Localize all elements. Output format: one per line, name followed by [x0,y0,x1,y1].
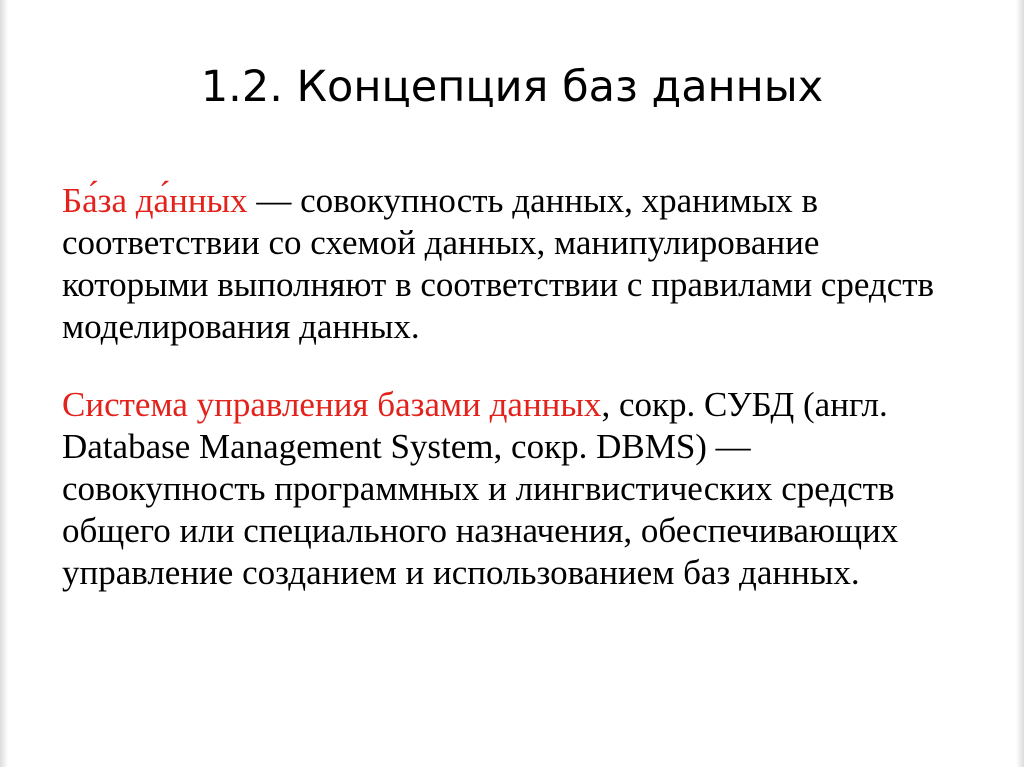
definition-dbms-text: , сокр. СУБД (англ. Database Management System, сокр. DBMS) — совокупность программных и лингвистических средств общего или специального назначения, обеспечивающих управление созданием и использованием баз данных. [62,385,899,592]
slide-right-edge-shadow [1016,0,1024,767]
definition-database-text: — совокупность данных, хранимых в соответствии со схемой данных, манипулирование которыми выполняют в соответствии с правилами средств моделирования данных. [62,181,935,346]
term-database: Ба́за да́нных [62,181,248,220]
definition-dbms [62,384,962,594]
term-dbms: Система управления базами данных [62,385,602,424]
slide-left-edge-shadow [0,0,8,767]
slide-title: 1.2. Концепция баз данных [200,62,824,112]
definition-database [62,180,962,348]
slide-body [62,180,962,594]
